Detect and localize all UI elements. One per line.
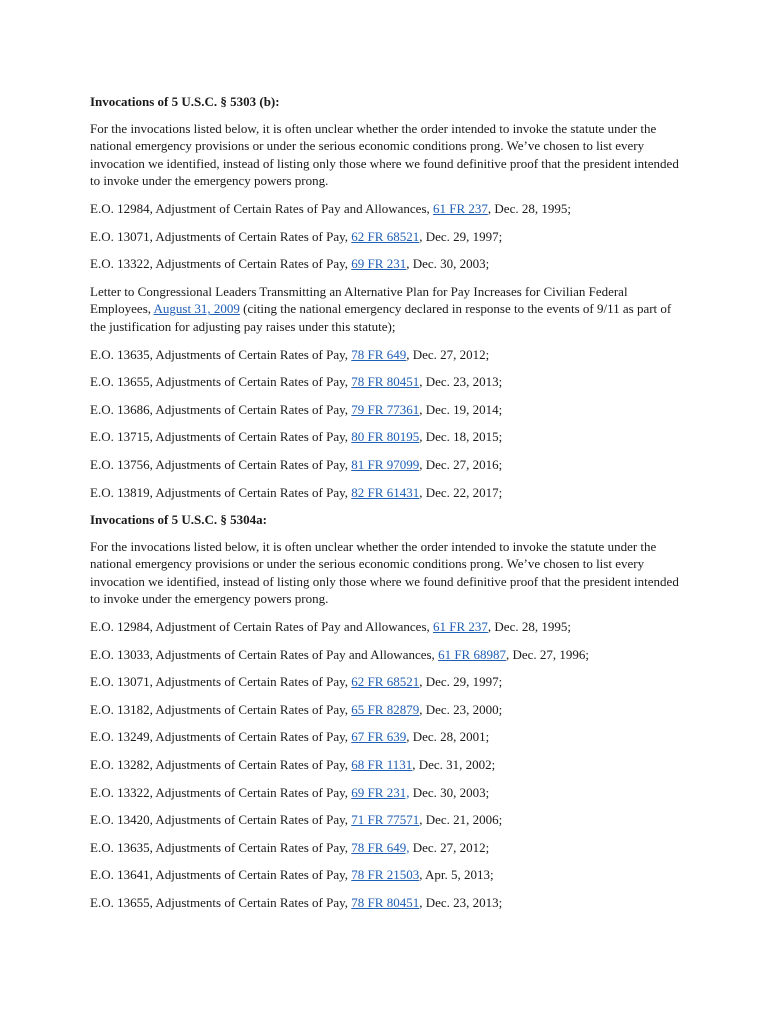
list-item: E.O. 13033, Adjustments of Certain Rates of Pay and Allowances, 61 FR 68987, Dec. 27, 1996; xyxy=(90,646,590,662)
citation-link[interactable]: 78 FR 649 xyxy=(351,346,407,362)
list-item: E.O. 13686, Adjustments of Certain Rates of Pay, 79 FR 77361, Dec. 19, 2014; xyxy=(90,401,503,417)
citation-link[interactable]: 61 FR 237 xyxy=(433,619,488,635)
list-item: E.O. 13420, Adjustments of Certain Rates of Pay, 71 FR 77571, Dec. 21, 2006; xyxy=(90,812,503,828)
citation-link[interactable]: 80 FR 80195 xyxy=(351,429,420,445)
citation-link[interactable]: 81 FR 97099 xyxy=(351,456,420,472)
section-5303b xyxy=(90,93,688,501)
list-item: E.O. 13756, Adjustments of Certain Rates of Pay, 81 FR 97099, Dec. 27, 2016; xyxy=(90,456,503,472)
citation-link[interactable]: 82 FR 61431 xyxy=(351,484,420,500)
list-item: E.O. 13182, Adjustments of Certain Rates of Pay, 65 FR 82879, Dec. 23, 2000; xyxy=(90,701,503,717)
list-item: E.O. 13071, Adjustments of Certain Rates of Pay, 62 FR 68521, Dec. 29, 1997; xyxy=(90,674,503,690)
citation-link[interactable]: August 31, 2009 xyxy=(153,301,240,317)
list-item: E.O. 13819, Adjustments of Certain Rates of Pay, 82 FR 61431, Dec. 22, 2017; xyxy=(90,484,503,500)
citation-link[interactable]: 78 FR 649, xyxy=(351,839,410,855)
section-5304a xyxy=(90,511,688,912)
citation-link[interactable]: 68 FR 1131 xyxy=(351,757,413,773)
citation-link[interactable]: 62 FR 68521 xyxy=(351,674,420,690)
list-item: E.O. 13322, Adjustments of Certain Rates of Pay, 69 FR 231, Dec. 30, 2003; xyxy=(90,256,490,272)
list-item: E.O. 13655, Adjustments of Certain Rates of Pay, 78 FR 80451, Dec. 23, 2013; xyxy=(90,374,503,390)
list-item: E.O. 13282, Adjustments of Certain Rates of Pay, 68 FR 1131, Dec. 31, 2002; xyxy=(90,757,496,773)
list-item: E.O. 13249, Adjustments of Certain Rates of Pay, 67 FR 639, Dec. 28, 2001; xyxy=(90,729,490,745)
list-item: E.O. 13641, Adjustments of Certain Rates of Pay, 78 FR 21503, Apr. 5, 2013; xyxy=(90,867,494,883)
list-item: E.O. 13635, Adjustments of Certain Rates of Pay, 78 FR 649, Dec. 27, 2012; xyxy=(90,839,490,855)
list-item: E.O. 13715, Adjustments of Certain Rates of Pay, 80 FR 80195, Dec. 18, 2015; xyxy=(90,429,503,445)
list-item: Letter to Congressional Leaders Transmitting an Alternative Plan for Pay Increases for Civilian Federal Employees, August 31, 2009 (citing the national emergency declared in response to the events of 9/11 as part of the justification for adjusting pay raises under this statute); xyxy=(90,283,672,334)
list-item: E.O. 13635, Adjustments of Certain Rates of Pay, 78 FR 649, Dec. 27, 2012; xyxy=(90,346,490,362)
section-heading: Invocations of 5 U.S.C. § 5304a: xyxy=(90,512,267,528)
citation-link[interactable]: 69 FR 231, xyxy=(351,784,410,800)
list-item: E.O. 12984, Adjustment of Certain Rates of Pay and Allowances, 61 FR 237, Dec. 28, 1995; xyxy=(90,619,571,635)
citation-link[interactable]: 65 FR 82879 xyxy=(351,701,420,717)
citation-link[interactable]: 67 FR 639 xyxy=(351,729,407,745)
list-item: E.O. 13655, Adjustments of Certain Rates of Pay, 78 FR 80451, Dec. 23, 2013; xyxy=(90,895,503,910)
citation-link[interactable]: 78 FR 80451 xyxy=(351,895,420,910)
section-intro: For the invocations listed below, it is often unclear whether the order intended to invoke the statute under the national emergency provisions or under the serious economic conditions prong. We’ve chosen to list every invocation we identified, instead of listing only those where we found definitive proof that the president intended to invoke under the emergency powers prong. xyxy=(90,120,679,189)
section-heading: Invocations of 5 U.S.C. § 5303 (b): xyxy=(90,94,280,109)
citation-link[interactable]: 71 FR 77571 xyxy=(351,812,420,828)
citation-link[interactable]: 78 FR 80451 xyxy=(351,374,420,390)
citation-link[interactable]: 61 FR 68987 xyxy=(438,646,506,662)
section-intro: For the invocations listed below, it is often unclear whether the order intended to invoke the statute under the national emergency provisions or under the serious economic conditions prong. We’ve chosen to list every invocation we identified, instead of listing only those where we found definitive proof that the president intended to invoke under the emergency powers prong. xyxy=(90,538,679,607)
citation-link[interactable]: 62 FR 68521 xyxy=(351,228,420,244)
list-item: E.O. 12984, Adjustment of Certain Rates of Pay and Allowances, 61 FR 237, Dec. 28, 1995; xyxy=(90,200,571,216)
citation-link[interactable]: 61 FR 237 xyxy=(433,200,488,216)
citation-link[interactable]: 79 FR 77361 xyxy=(351,401,420,417)
citation-link[interactable]: 69 FR 231 xyxy=(351,256,407,272)
list-item: E.O. 13071, Adjustments of Certain Rates of Pay, 62 FR 68521, Dec. 29, 1997; xyxy=(90,228,503,244)
citation-link[interactable]: 78 FR 21503 xyxy=(351,867,420,883)
list-item: E.O. 13322, Adjustments of Certain Rates of Pay, 69 FR 231, Dec. 30, 2003; xyxy=(90,784,490,800)
